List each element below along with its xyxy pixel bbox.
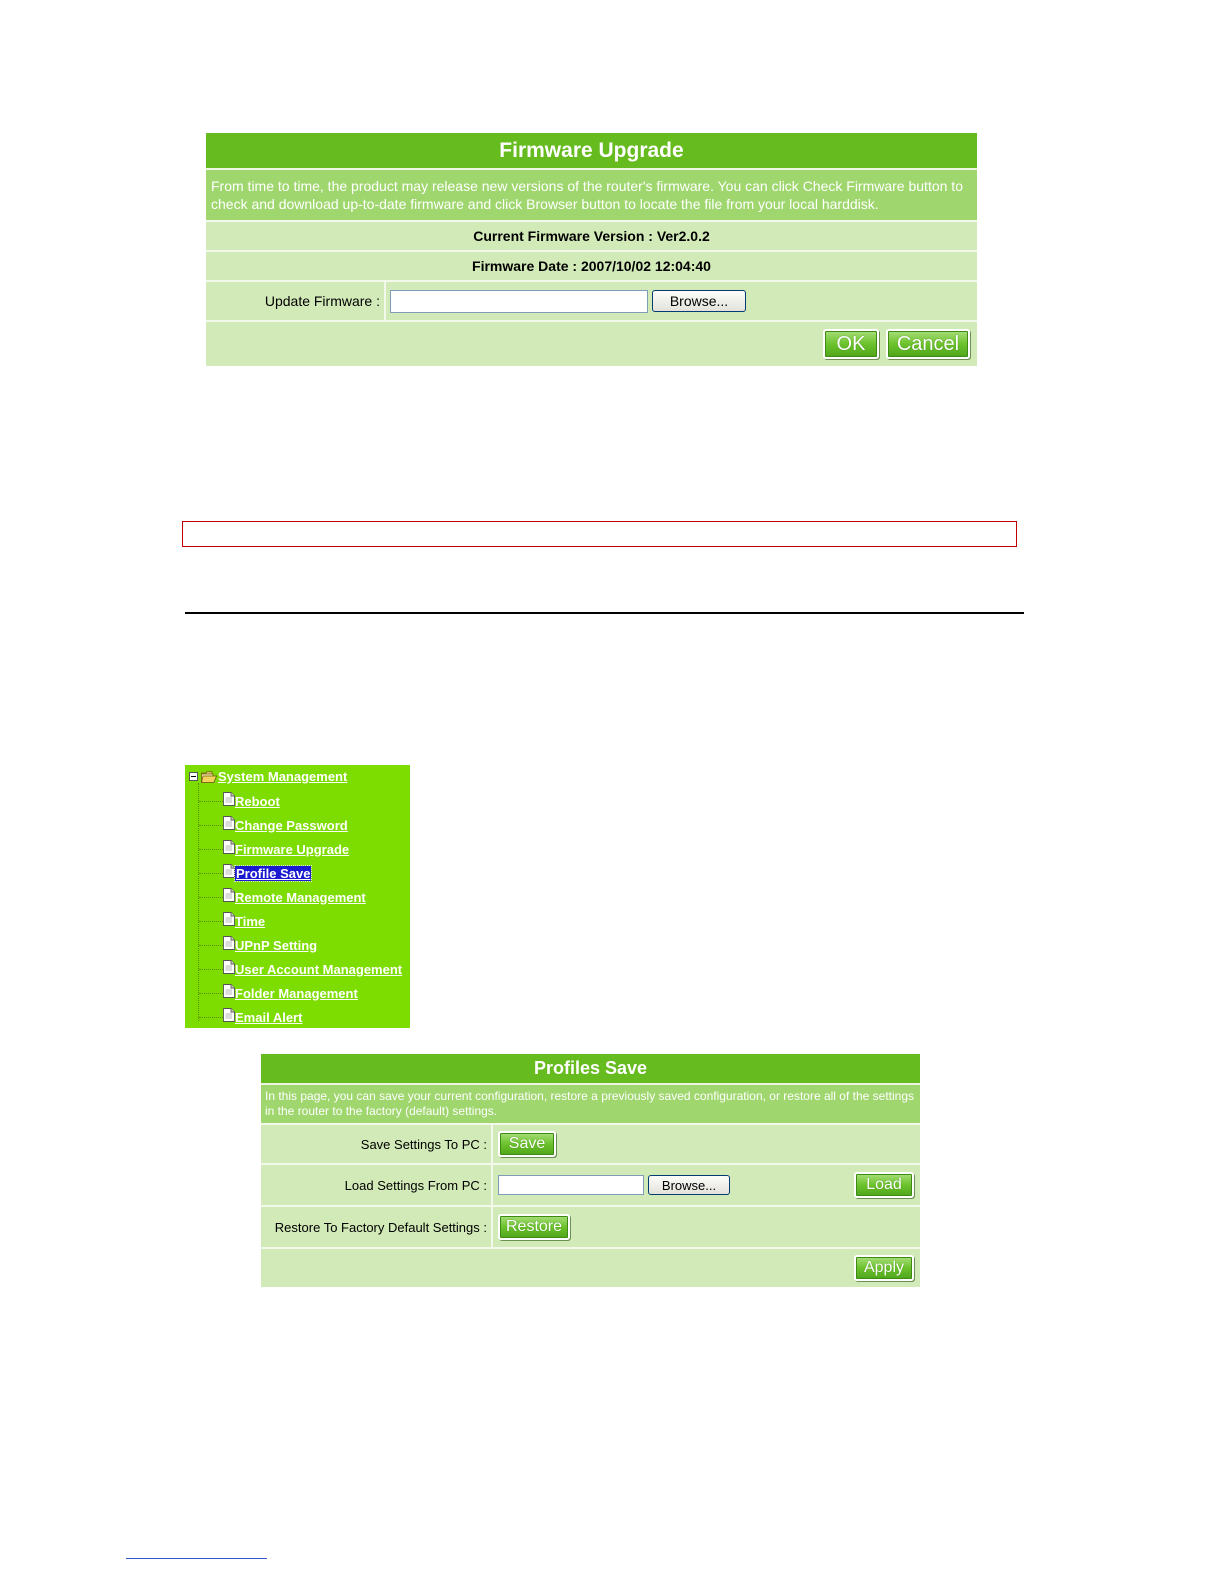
open-folder-icon [201, 771, 217, 783]
firmware-date: Firmware Date : 2007/10/02 12:04:40 [206, 250, 977, 280]
tree-item-label[interactable]: Time [235, 913, 266, 929]
profiles-save-actions [261, 1247, 920, 1287]
tree-item-time[interactable] [199, 911, 265, 931]
footnote-rule [126, 1558, 267, 1559]
tree-item-remote-management[interactable] [199, 887, 366, 907]
profiles-save-title: Profiles Save [261, 1054, 920, 1083]
firmware-upgrade-description: From time to time, the product may release new versions of the router's firmware. You can click Check Firmware button to check and download up-to-date firmware and click Browser button to locate the file from your local harddisk. [206, 168, 977, 220]
page-icon [223, 984, 235, 998]
cancel-button[interactable]: Cancel [886, 329, 970, 359]
restore-defaults-row [261, 1205, 920, 1247]
firmware-actions [206, 320, 977, 366]
update-firmware-row [206, 280, 977, 320]
ok-button[interactable]: OK [823, 329, 879, 359]
tree-item-user-account-management[interactable] [199, 959, 402, 979]
system-management-tree [185, 765, 410, 1028]
page-icon [223, 840, 235, 854]
page-icon [223, 864, 235, 878]
restore-defaults-label: Restore To Factory Default Settings : [261, 1207, 493, 1247]
restore-button[interactable]: Restore [498, 1214, 570, 1240]
firmware-browse-button[interactable]: Browse... [652, 290, 746, 312]
tree-item-label[interactable]: Change Password [235, 817, 348, 833]
collapse-icon[interactable] [189, 772, 198, 781]
load-button[interactable]: Load [854, 1172, 914, 1198]
tree-root-label[interactable]: System Management [218, 769, 348, 784]
tree-item-change-password[interactable] [199, 815, 348, 835]
tree-root-system-management[interactable] [189, 769, 347, 784]
page-icon [223, 936, 235, 950]
load-settings-label: Load Settings From PC : [261, 1165, 493, 1205]
tree-connector-line [199, 1017, 223, 1018]
tree-item-profile-save[interactable] [199, 863, 311, 883]
tree-item-label[interactable]: Folder Management [235, 985, 358, 1001]
load-settings-controls [493, 1165, 920, 1205]
tree-item-folder-management[interactable] [199, 983, 358, 1003]
page-icon [223, 888, 235, 902]
tree-connector-line [199, 921, 223, 922]
tree-connector-line [199, 969, 223, 970]
settings-file-input[interactable] [498, 1175, 644, 1195]
tree-item-label[interactable]: Email Alert [235, 1009, 303, 1025]
save-settings-controls [493, 1125, 920, 1163]
tree-connector-line [199, 849, 223, 850]
save-button[interactable]: Save [498, 1131, 556, 1157]
page-icon [223, 792, 235, 806]
tree-item-label[interactable]: Profile Save [236, 865, 311, 881]
page-icon [223, 816, 235, 830]
update-firmware-controls [386, 282, 977, 320]
tree-item-label[interactable]: User Account Management [235, 961, 403, 977]
update-firmware-label: Update Firmware : [206, 282, 386, 320]
apply-button[interactable]: Apply [854, 1255, 914, 1281]
tree-item-upnp-setting[interactable] [199, 935, 317, 955]
current-firmware-version: Current Firmware Version : Ver2.0.2 [206, 220, 977, 250]
restore-defaults-controls [493, 1207, 920, 1247]
tree-item-label[interactable]: Reboot [235, 793, 280, 809]
tree-item-firmware-upgrade[interactable] [199, 839, 349, 859]
tree-connector-line [199, 945, 223, 946]
firmware-upgrade-panel [206, 133, 977, 366]
horizontal-divider [185, 612, 1024, 614]
tree-item-label[interactable]: Remote Management [235, 889, 366, 905]
firmware-upgrade-title: Firmware Upgrade [206, 133, 977, 168]
tree-connector-line [199, 825, 223, 826]
tree-connector-line [199, 801, 223, 802]
page-icon [223, 960, 235, 974]
tree-connector-line [199, 873, 223, 874]
profiles-save-description: In this page, you can save your current configuration, restore a previously saved configuration, or restore all of the settings in the router to the factory (default) settings. [261, 1083, 920, 1123]
profiles-save-panel [261, 1054, 920, 1287]
tree-item-email-alert[interactable] [199, 1007, 302, 1027]
save-settings-label: Save Settings To PC : [261, 1125, 493, 1163]
page-icon [223, 912, 235, 926]
tree-connector-line [199, 897, 223, 898]
tree-connector-line [199, 993, 223, 994]
tree-item-label[interactable]: Firmware Upgrade [235, 841, 350, 857]
save-settings-row [261, 1123, 920, 1163]
settings-browse-button[interactable]: Browse... [648, 1175, 730, 1195]
red-outline-box [182, 521, 1017, 547]
firmware-file-input[interactable] [390, 290, 648, 313]
tree-item-reboot[interactable] [199, 791, 280, 811]
load-settings-row [261, 1163, 920, 1205]
tree-item-label[interactable]: UPnP Setting [235, 937, 318, 953]
page-icon [223, 1008, 235, 1022]
